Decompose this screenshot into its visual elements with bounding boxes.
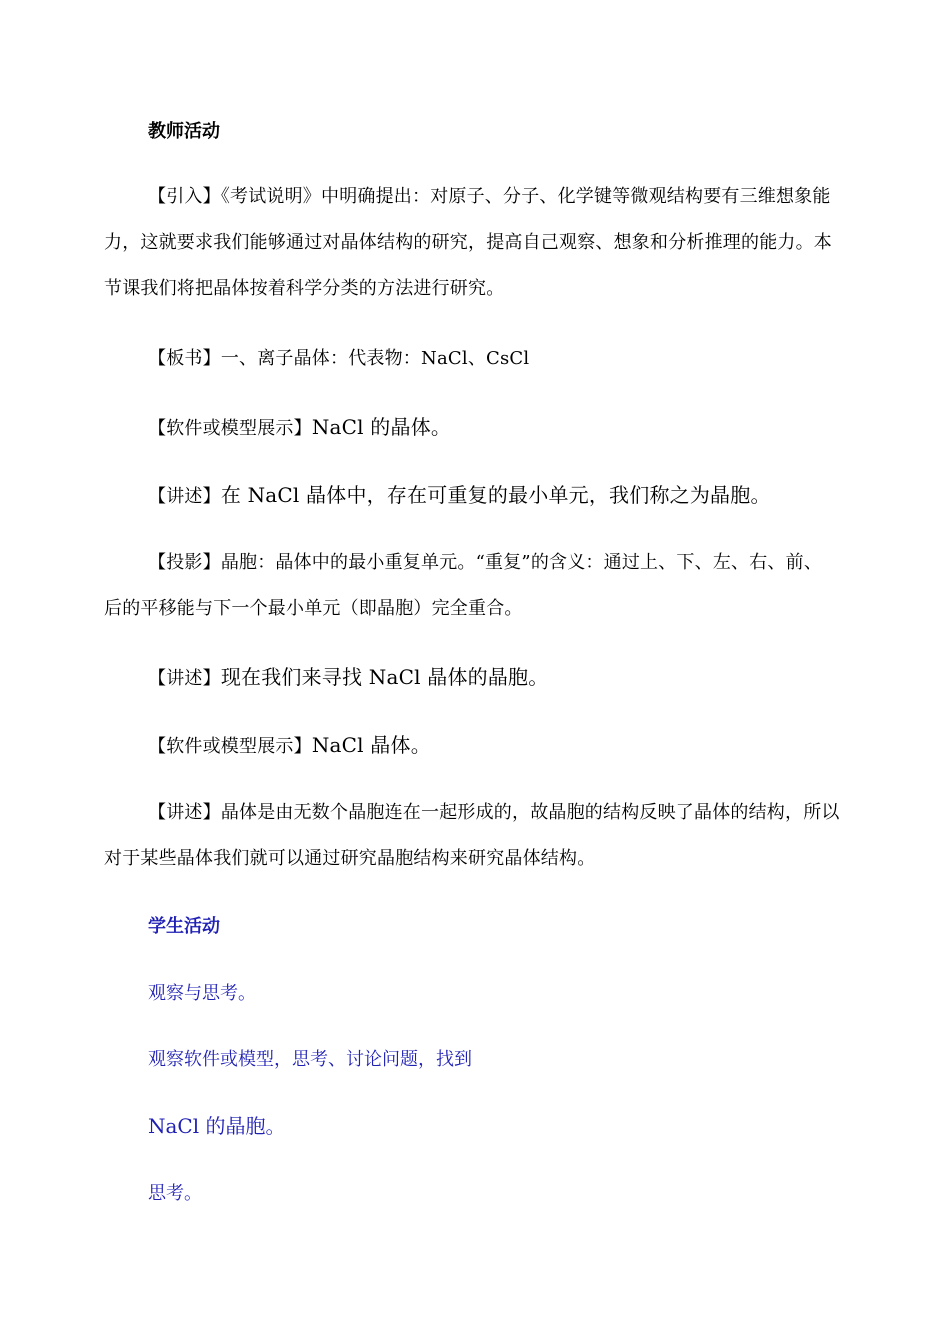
- board-tag: 【板书】: [148, 348, 221, 369]
- narrate2-tag: 【讲述】: [148, 668, 221, 689]
- narrate2-text: 现在我们来寻找 NaCl 晶体的晶胞。: [220, 665, 549, 689]
- intro-tag: 【引入】: [148, 186, 221, 207]
- intro-paragraph: [104, 174, 840, 312]
- student-activity-heading: 学生活动: [148, 916, 220, 937]
- student-line: 观察软件或模型，思考、讨论问题，找到: [148, 1049, 472, 1070]
- show2-tag: 【软件或模型展示】: [148, 736, 312, 757]
- board-text: 一、离子晶体：代表物：NaCl、CsCl: [220, 348, 530, 369]
- narrate1-paragraph: [104, 472, 840, 520]
- narrate1-tag: 【讲述】: [148, 486, 221, 507]
- narrate1-text: 在 NaCl 晶体中，存在可重复的最小单元，我们称之为晶胞。: [220, 483, 771, 507]
- projection-tag: 【投影】: [148, 552, 221, 573]
- student-line: NaCl 的晶胞。: [148, 1114, 286, 1138]
- intro-text: 《考试说明》中明确提出：对原子、分子、化学键等微观结构要有三维想象能力，这就要求我们能够通过对晶体结构的研究，提高自己观察、想象和分析推理的能力。本节课我们将把晶体按着科学分类的方法进行研究。: [104, 186, 832, 299]
- student-line: 思考。: [148, 1183, 202, 1204]
- narrate3-tag: 【讲述】: [148, 802, 221, 823]
- board-paragraph: [104, 336, 840, 382]
- show1-text: NaCl 的晶体。: [311, 415, 452, 439]
- projection-paragraph: [104, 540, 840, 632]
- student-line: 观察与思考。: [148, 983, 256, 1004]
- show2-text: NaCl 晶体。: [311, 733, 431, 757]
- narrate3-paragraph: [104, 790, 840, 882]
- show1-paragraph: [104, 404, 840, 452]
- projection-text: 晶胞：晶体中的最小重复单元。“重复”的含义：通过上、下、左、右、前、后的平移能与下一个最小单元（即晶胞）完全重合。: [104, 552, 823, 619]
- teacher-activity-heading: 教师活动: [148, 121, 220, 142]
- show2-paragraph: [104, 722, 840, 770]
- narrate3-text: 晶体是由无数个晶胞连在一起形成的，故晶胞的结构反映了晶体的结构，所以对于某些晶体我们就可以通过研究晶胞结构来研究晶体结构。: [104, 802, 840, 869]
- narrate2-paragraph: [104, 654, 840, 702]
- show1-tag: 【软件或模型展示】: [148, 418, 312, 439]
